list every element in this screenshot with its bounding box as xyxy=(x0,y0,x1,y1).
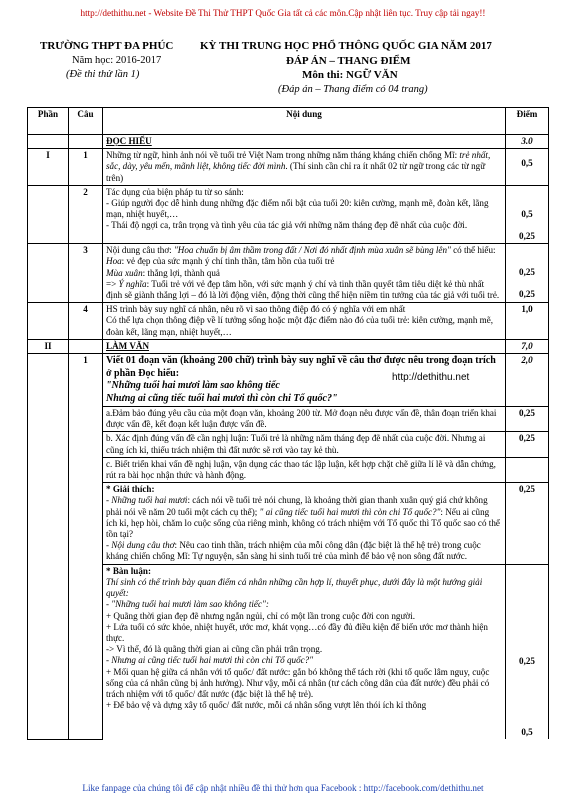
table-row xyxy=(28,149,549,186)
score-value: 1,0 xyxy=(506,303,549,340)
table-row xyxy=(28,244,549,303)
answer-content: Viết 01 đoạn văn (khoảng 200 chữ) trình bày suy nghĩ về câu thơ được nêu trong đoạn trích ở phần Đọc hiểu: "Những tuổi hai mươi làm sao không tiếc http://dethithu.net Nhưng ai cũng tiếc tuổi hai mươi thì còn chi Tổ quốc?" xyxy=(103,354,506,407)
table-row xyxy=(28,457,549,482)
answer-content: Nội dung câu thơ: "Hoa chuẩn bị âm thầm trong đất / Nơi đó nhất định mùa xuân sẽ bùng lên" có thể hiểu: Hoa: vẻ đẹp của sức mạnh ý chí tinh thần, tâm hồn của tuổi trẻ Mùa xuân: thắng lợi, thành quả => Ý nghĩa: Tuổi trẻ với vẻ đẹp tâm hồn, với sức mạnh ý chí và tinh thần quyết tâm tiêu diệt kẻ thù nhất định sẽ giành thắng lợi – đó là lời động viên, động thời cũng thể hiện niềm tin tưởng của tác giả với tuổi trẻ. xyxy=(103,244,506,303)
answer-content: c. Biết triển khai vấn đề nghị luận, vận dụng các thao tác lập luận, kết hợp chặt chẽ giữa lí lẽ và dẫn chứng, rút ra bài học nhận thức và hành động. xyxy=(103,457,506,482)
score-value: 2,0 xyxy=(506,354,549,407)
attempt-note: (Đề thi thử lần 1) xyxy=(66,69,140,80)
table-row xyxy=(28,303,549,340)
answer-content: Tác dụng của biện pháp tu từ so sánh: - Giúp người đọc dễ hình dung những đặc điểm nổi bật của tuổi 20: kiên cường, mạnh mẽ, đoàn kết, lãng mạn, nhiệt huyết,… - Thái độ ngợi ca, trân trọng và tình yêu của tác giả với những năm tháng đẹp đẽ nhất của cuộc đời. xyxy=(103,185,506,243)
answer-table xyxy=(27,107,549,740)
footer-facebook-link[interactable]: Like fanpage của chúng tôi để cập nhật nhiều đề thi thử hơn qua Facebook : http://facebook.com/dethithu.net xyxy=(82,783,484,793)
col-question: Câu xyxy=(69,108,103,135)
pages-note: (Đáp án – Thang điểm có 04 trang) xyxy=(278,84,428,95)
table-header-row xyxy=(28,108,549,135)
table-row xyxy=(28,407,549,432)
section-row-writing xyxy=(28,339,549,353)
table-row xyxy=(28,432,549,457)
section-row-reading xyxy=(28,135,549,149)
question-number: 2 xyxy=(69,185,103,243)
question-number: 1 xyxy=(69,354,103,740)
score-value: 0,25 xyxy=(506,432,549,457)
answer-content: * Bàn luận: Thí sinh có thể trình bày quan điểm cá nhân những cần hợp lí, thuyết phục, dưới đây là một hướng giải quyết: - "Những tuổi hai mươi làm sao không tiếc": + Quãng thời gian đẹp đẽ nhưng ngắn ngủi, chỉ có một lần trong cuộc đời con người. + Lứa tuổi có sức khỏe, nhiệt huyết, ước mơ, khát vọng…có đầy đủ điều kiện để biến ước mơ thành hiện thực. -> Vì thế, đó là quãng thời gian ai cũng cần phải trân trọng. - Nhưng ai cũng tiếc tuổi hai mươi thì còn chi Tổ quốc?" + Mối quan hệ giữa cá nhân với tổ quốc/ đất nước: gắn bó không thể tách rời (khi tổ quốc lâm nguy, cuộc sống của cá nhân cũng bị ảnh hưởng). Như vậy, mỗi cá nhân (tư cách công dân của đất nước) đều phải có trách nhiệm với tổ quốc/ đất nước (đặc biệt là thế hệ trẻ). + Để bảo vệ và dựng xây tổ quốc/ đất nước, mỗi cá nhân sống vượt lên thói ích kỉ thông xyxy=(103,564,506,739)
score-value: 0,25 0,5 xyxy=(506,564,549,739)
answer-content: b. Xác định đúng vấn đề cần nghị luận: Tuổi trẻ là những năm tháng đẹp đẽ nhất của cuộc đời. Nhưng ai cũng ích kỉ, thiếu trách nhiệm thì đất nước sẽ rơi vào tay kẻ thù. xyxy=(103,432,506,457)
subject-title: Môn thi: NGỮ VĂN xyxy=(302,69,398,81)
part-number: I xyxy=(28,149,69,186)
section-score: 7,0 xyxy=(506,339,549,353)
site-url-label[interactable]: http://dethithu.net xyxy=(392,372,470,384)
section-score: 3.0 xyxy=(506,135,549,149)
answer-content: HS trình bày suy nghĩ cá nhân, nêu rõ vì sao thông điệp đó có ý nghĩa với em nhất Có thể lựa chọn thông điệp về lí tưởng sống hoặc một đặc điểm nào đó của tuổi trẻ: kiên cường, mạnh mẽ, đoàn kết, lãng mạn, nhiệt huyết,… xyxy=(103,303,506,340)
exam-title: KỲ THI TRUNG HỌC PHỔ THÔNG QUỐC GIA NĂM 2017 xyxy=(200,40,492,52)
score-value: 0,5 0,25 xyxy=(506,185,549,243)
question-number: 1 xyxy=(69,149,103,186)
table-row xyxy=(28,564,549,739)
score-value: 0,25 xyxy=(506,407,549,432)
table-row xyxy=(28,483,549,564)
col-part: Phần xyxy=(28,108,69,135)
section-title: LÀM VĂN xyxy=(103,339,506,353)
table-row xyxy=(28,185,549,243)
school-year: Năm học: 2016-2017 xyxy=(72,55,162,66)
top-banner-link[interactable]: http://dethithu.net - Website Đề Thi Thử THPT Quốc Gia tất cả các môn.Cập nhật liên tục. Truy cập tải ngay!! xyxy=(80,8,486,18)
part-number: II xyxy=(28,339,69,353)
score-value: 0,25 0,25 xyxy=(506,244,549,303)
answer-content: Những từ ngữ, hình ảnh nói về tuổi trẻ Việt Nam trong những năm tháng kháng chiến chống Mĩ: trẻ nhất, sắc, dày, yêu mến, mãnh liệt, không tiếc đời mình. (Thí sinh cần chỉ ra ít nhất 02 từ ngữ trong các từ ngữ trên) xyxy=(103,149,506,186)
answer-key-title: ĐÁP ÁN – THANG ĐIỂM xyxy=(286,55,411,67)
section-title: ĐỌC HIỂU xyxy=(103,135,506,149)
score-value: 0,25 xyxy=(506,483,549,564)
answer-content: * Giải thích: - Những tuổi hai mươi: cách nói về tuổi trẻ nói chung, là khoảng thời gian thanh xuân quý giá chứ không phải nói về năm 20 tuổi một cách cụ thể); " ai cũng tiếc tuổi hai mươi thì còn chi Tổ quốc?": Nếu ai cũng ích kỉ, hẹp hòi, chăm lo cuộc sống của riêng mình, không có trách nhiệm với Tổ quốc thì Tổ quốc sao có thể tồn tại? - Nội dung câu thơ: Nêu cao tinh thần, trách nhiệm của mỗi công dân (đặc biệt là thế hệ trẻ) trong cuộc kháng chiến chống Mĩ: Tự nguyện, sẵn sàng hi sinh tuổi trẻ của mình để bảo vệ non sông đất nước. xyxy=(103,483,506,564)
question-number: 3 xyxy=(69,244,103,303)
school-name: TRƯỜNG THPT ĐA PHÚC xyxy=(40,40,174,52)
col-score: Điểm xyxy=(506,108,549,135)
question-number: 4 xyxy=(69,303,103,340)
answer-content: a.Đảm bảo đúng yêu cầu của một đoạn văn, khoảng 200 từ. Mở đoạn nêu được vấn đề, thân đoạn triển khai được vấn đề, kết đoạn kết luận được vấn đề. xyxy=(103,407,506,432)
score-value xyxy=(506,457,549,482)
col-content: Nội dung xyxy=(103,108,506,135)
score-value: 0,5 xyxy=(506,149,549,186)
table-row xyxy=(28,354,549,407)
